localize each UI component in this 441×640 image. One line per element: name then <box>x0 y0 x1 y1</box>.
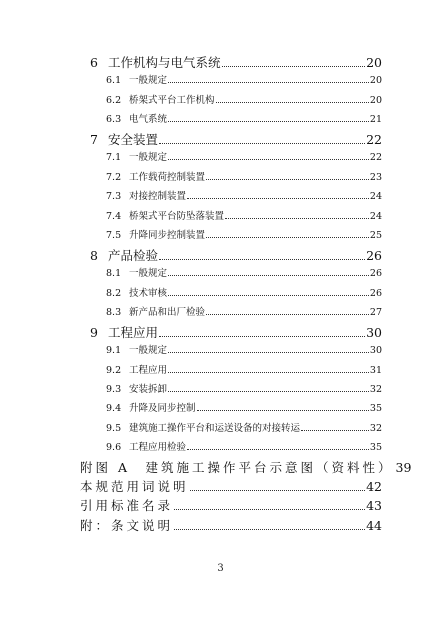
toc-entry-page: 26 <box>366 248 382 263</box>
dot-leader <box>206 237 369 238</box>
toc-section-entry[interactable] <box>106 173 382 183</box>
dot-leader <box>168 159 369 160</box>
toc-chapter-entry[interactable] <box>90 250 382 263</box>
toc-section-entry[interactable] <box>106 115 382 125</box>
toc-entry-title: 附图 A 建筑施工操作平台示意图（资料性） <box>80 460 394 475</box>
toc-entry-number: 9.5 <box>106 423 122 434</box>
toc-entry-number: 7.1 <box>106 152 122 163</box>
toc-entry-title: 工作机构与电气系统 <box>108 55 221 70</box>
toc-section-entry[interactable] <box>106 366 382 376</box>
dot-leader <box>190 490 366 491</box>
toc-entry-title: 技术审核 <box>129 288 168 299</box>
toc-entry-title: 工程应用 <box>108 325 159 340</box>
toc-entry-page: 44 <box>366 518 382 533</box>
toc-section-entry[interactable] <box>106 269 382 279</box>
toc-entry-number: 9.4 <box>106 403 122 414</box>
toc-entry-title: 引用标准名录 <box>80 498 174 513</box>
toc-entry-title: 升降及同步控制 <box>129 403 196 414</box>
toc-entry-number: 6.2 <box>106 95 122 106</box>
toc-section-entry[interactable] <box>106 443 382 453</box>
dot-leader <box>168 121 369 122</box>
toc-entry-title: 一般规定 <box>129 268 168 279</box>
toc-entry-number: 6.1 <box>106 75 122 86</box>
dot-leader <box>159 259 365 260</box>
dot-leader <box>159 336 365 337</box>
toc-section-entry[interactable] <box>106 404 382 414</box>
toc-entry-page: 26 <box>369 268 382 279</box>
toc-entry-title: 对接控制装置 <box>129 191 187 202</box>
toc-entry-number: 8 <box>90 248 98 263</box>
toc-entry-page: 20 <box>369 95 382 106</box>
toc-appendix-entry[interactable] <box>80 481 382 494</box>
dot-leader <box>168 352 369 353</box>
toc-entry-number: 7.4 <box>106 211 122 222</box>
dot-leader <box>197 410 369 411</box>
toc-entry-page: 39 <box>395 460 412 475</box>
toc-entry-number: 9.1 <box>106 345 122 356</box>
toc-entry-page: 24 <box>369 211 382 222</box>
toc-entry-number: 9.6 <box>106 442 122 453</box>
dot-leader <box>206 179 369 180</box>
toc-section-entry[interactable] <box>106 231 382 241</box>
dot-leader <box>174 509 365 510</box>
toc-section-entry[interactable] <box>106 153 382 163</box>
toc-entry-number: 6 <box>90 55 98 70</box>
toc-entry-number: 8.1 <box>106 268 122 279</box>
toc-chapter-entry[interactable] <box>90 57 382 70</box>
toc-entry-title: 工作载荷控制装置 <box>129 172 206 183</box>
dot-leader <box>216 102 369 103</box>
toc-section-entry[interactable] <box>106 96 382 106</box>
toc-entry-number: 7.5 <box>106 230 122 241</box>
toc-entry-title: 安全装置 <box>108 132 159 147</box>
toc-entry-title: 一般规定 <box>129 152 168 163</box>
toc-entry-number: 7.2 <box>106 172 122 183</box>
dot-leader <box>168 275 369 276</box>
toc-appendix-entry[interactable] <box>80 520 382 533</box>
toc-entry-page: 20 <box>369 75 382 86</box>
toc-section-entry[interactable] <box>106 76 382 86</box>
toc-entry-page: 30 <box>369 345 382 356</box>
toc-entry-title: 电气系统 <box>129 114 168 125</box>
toc-entry-page: 43 <box>366 498 382 513</box>
toc-entry-page: 42 <box>366 479 382 494</box>
toc-entry-title: 产品检验 <box>108 248 159 263</box>
toc-entry-page: 25 <box>369 230 382 241</box>
toc-entry-page: 20 <box>366 55 382 70</box>
toc-entry-title: 一般规定 <box>129 345 168 356</box>
dot-leader <box>168 295 369 296</box>
toc-section-entry[interactable] <box>106 308 382 318</box>
toc-entry-title: 工程应用检验 <box>129 442 187 453</box>
dot-leader <box>168 391 369 392</box>
toc-chapter-entry[interactable] <box>90 134 382 147</box>
toc-entry-number: 7.3 <box>106 191 122 202</box>
toc-section-entry[interactable] <box>106 346 382 356</box>
toc-entry-title: 附：条文说明 <box>80 518 174 533</box>
toc-entry-title: 本规范用词说明 <box>80 479 189 494</box>
toc-section-entry[interactable] <box>106 289 382 299</box>
toc-section-entry[interactable] <box>106 424 382 434</box>
dot-leader <box>222 66 366 67</box>
toc-entry-title: 新产品和出厂检验 <box>129 307 206 318</box>
toc-entry-number: 6.3 <box>106 114 122 125</box>
toc-entry-title: 工程应用 <box>129 365 168 376</box>
dot-leader <box>168 372 369 373</box>
dot-leader <box>187 449 369 450</box>
toc-entry-number: 8.2 <box>106 288 122 299</box>
dot-leader <box>225 218 369 219</box>
toc-entry-title: 建筑施工操作平台和运送设备的对接转运 <box>129 423 301 434</box>
toc-entry-number: 9.2 <box>106 365 122 376</box>
dot-leader <box>301 430 369 431</box>
toc-section-entry[interactable] <box>106 385 382 395</box>
toc-entry-page: 27 <box>369 307 382 318</box>
toc-appendix-entry[interactable] <box>80 460 412 475</box>
toc-entry-number: 7 <box>90 132 98 147</box>
toc-entry-title: 桥架式平台工作机构 <box>129 95 215 106</box>
toc-entry-page: 22 <box>369 152 382 163</box>
toc-entry-page: 23 <box>369 172 382 183</box>
toc-entry-page: 30 <box>366 325 382 340</box>
toc-section-entry[interactable] <box>106 212 382 222</box>
toc-entry-page: 32 <box>369 423 382 434</box>
toc-entry-page: 31 <box>369 365 382 376</box>
dot-leader <box>174 529 365 530</box>
toc-entry-number: 8.3 <box>106 307 122 318</box>
toc-entry-number: 9 <box>90 325 98 340</box>
toc-entry-title: 一般规定 <box>129 75 168 86</box>
toc-entry-number: 9.3 <box>106 384 122 395</box>
dot-leader <box>187 198 369 199</box>
toc-entry-page: 32 <box>369 384 382 395</box>
toc-entry-page: 35 <box>369 442 382 453</box>
toc-entry-page: 24 <box>369 191 382 202</box>
toc-entry-page: 22 <box>366 132 382 147</box>
toc-entry-title: 升降同步控制装置 <box>129 230 206 241</box>
page-number: 3 <box>217 563 224 574</box>
dot-leader <box>159 143 365 144</box>
toc-entry-page: 26 <box>369 288 382 299</box>
toc-appendix-entry[interactable] <box>80 500 382 513</box>
dot-leader <box>206 314 369 315</box>
toc-section-entry[interactable] <box>106 192 382 202</box>
toc-entry-title: 安装拆卸 <box>129 384 168 395</box>
dot-leader <box>168 82 369 83</box>
toc-entry-title: 桥架式平台防坠落装置 <box>129 211 225 222</box>
toc-entry-page: 35 <box>369 403 382 414</box>
toc-chapter-entry[interactable] <box>90 327 382 340</box>
toc-entry-page: 21 <box>369 114 382 125</box>
